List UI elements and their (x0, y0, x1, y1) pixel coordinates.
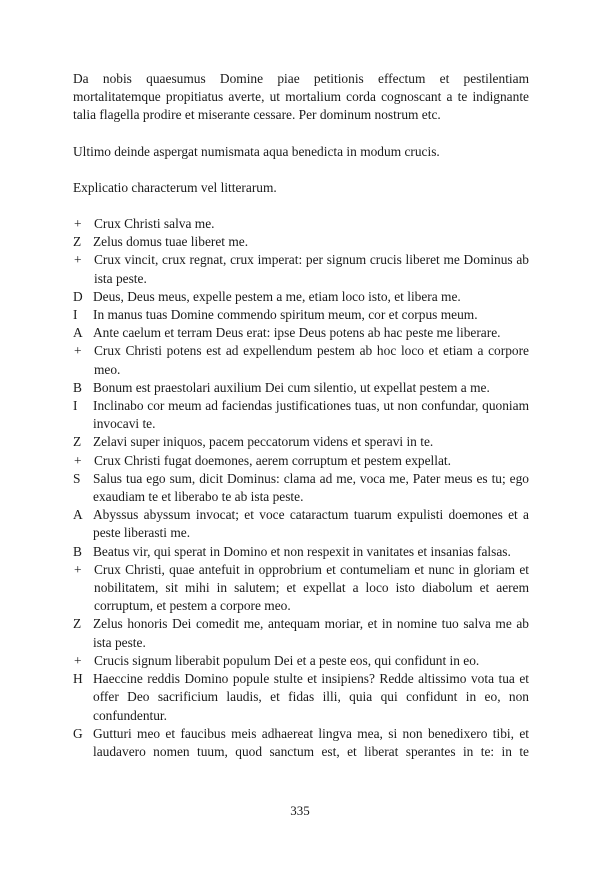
list-item (73, 725, 529, 761)
entry-text: In manus tuas Domine commendo spiritum meum, cor et corpus meum. (93, 307, 478, 323)
entry-text: Gutturi meo et faucibus meis adhaereat lingva mea, si non benedixero tibi, et laudavero nomen tuum, quod sanctum est, et liberat sperantes in te: in te (93, 725, 529, 759)
entry-text: Crux Christi, quae antefuit in opprobrium et contumeliam et nunc in gloriam et nobilitatem, sit mihi in salutem; et expellat a loco isto diabolum et aerem corruptum, et pestem a corpore meo. (94, 561, 529, 614)
list-item (73, 379, 529, 397)
list-item (73, 215, 529, 233)
letter-marker: S (73, 470, 81, 486)
entry-text: Deus, Deus meus, expelle pestem a me, etiam loco isto, et libera me. (93, 288, 461, 304)
letter-marker: I (73, 307, 78, 323)
entry-text: Beatus vir, qui sperat in Domino et non respexit in vanitates et insanias falsas. (93, 543, 511, 559)
list-item (73, 670, 529, 725)
entry-text: Zelavi super iniquos, pacem peccatorum videns et speravi in te. (93, 434, 434, 450)
entry-text: Ante caelum et terram Deus erat: ipse Deus potens ab hac peste me liberare. (93, 325, 501, 341)
cross-marker: + (74, 561, 82, 577)
list-item (73, 543, 529, 561)
cross-marker: + (74, 343, 82, 359)
list-item (73, 306, 529, 324)
letter-marker: B (73, 543, 82, 559)
prayer-paragraph: Da nobis quaesumus Domine piae petitionis effectum et pestilentiam mortalitatemque propitiatus averte, ut mortalium corda cognoscant a te indignante talia flagella prodire et miserante cessare. Per dominum nostrum etc. (73, 71, 529, 123)
list-item (73, 652, 529, 670)
document-page (73, 70, 529, 761)
list-item (73, 233, 529, 251)
letter-marker: I (73, 398, 78, 414)
character-explanation-list (73, 215, 529, 761)
entry-text: Crux Christi fugat doemones, aerem corruptum et pestem expellat. (94, 452, 451, 468)
entry-text: Crucis signum liberabit populum Dei et a peste eos, qui confidunt in eo. (94, 652, 480, 668)
letter-marker: D (73, 288, 83, 304)
entry-text: Zelus domus tuae liberet me. (93, 234, 249, 250)
list-item (73, 506, 529, 542)
cross-marker: + (74, 452, 82, 468)
entry-text: Inclinabo cor meum ad faciendas justificationes tuas, ut non confundar, quoniam invocavi te. (93, 398, 529, 432)
letter-marker: A (73, 507, 83, 523)
letter-marker: Z (73, 234, 82, 250)
page-number: 335 (290, 803, 310, 818)
entry-text: Salus tua ego sum, dicit Dominus: clama ad me, voca me, Pater meus es tu; ego exaudiam te et liberabo te ab ista peste. (93, 470, 529, 505)
entry-text: Zelus honoris Dei comedit me, antequam moriar, et in nomine tuo salva me ab ista peste. (93, 616, 529, 650)
cross-marker: + (74, 252, 82, 268)
letter-marker: Z (73, 434, 82, 450)
cross-marker: + (74, 652, 82, 668)
instruction-paragraph: Ultimo deinde aspergat numismata aqua benedicta in modum crucis. (73, 143, 440, 159)
entry-text: Crux vincit, crux regnat, crux imperat: per signum crucis liberet me Dominus ab ista peste. (94, 252, 529, 286)
entry-text: Bonum est praestolari auxilium Dei cum silentio, ut expellat pestem a me. (93, 379, 490, 395)
letter-marker: G (73, 725, 83, 741)
explanation-heading: Explicatio characterum vel litterarum. (73, 179, 277, 195)
entry-text: Haeccine reddis Domino popule stulte et insipiens? Redde altissimo vota tua et offer Deo sacrificium laudis, et fidas illi, quia qui confidunt in eo, non confundentur. (93, 671, 529, 723)
list-item (73, 561, 529, 616)
entry-text: Abyssus abyssum invocat; et voce cataractum tuarum expulisti doemones et a peste liberasti me. (93, 507, 529, 541)
list-item (73, 615, 529, 651)
list-item (73, 251, 529, 287)
list-item (73, 433, 529, 451)
entry-text: Crux Christi potens est ad expellendum pestem ab hoc loco et etiam a corpore meo. (94, 343, 529, 377)
entry-text: Crux Christi salva me. (94, 216, 215, 232)
letter-marker: H (73, 671, 83, 687)
list-item (73, 470, 529, 506)
letter-marker: A (73, 325, 83, 341)
letter-marker: Z (73, 616, 82, 632)
list-item (73, 342, 529, 378)
list-item (73, 397, 529, 433)
cross-marker: + (74, 216, 82, 232)
list-item (73, 288, 529, 306)
list-item (73, 324, 529, 342)
letter-marker: B (73, 379, 82, 395)
list-item (73, 452, 529, 470)
